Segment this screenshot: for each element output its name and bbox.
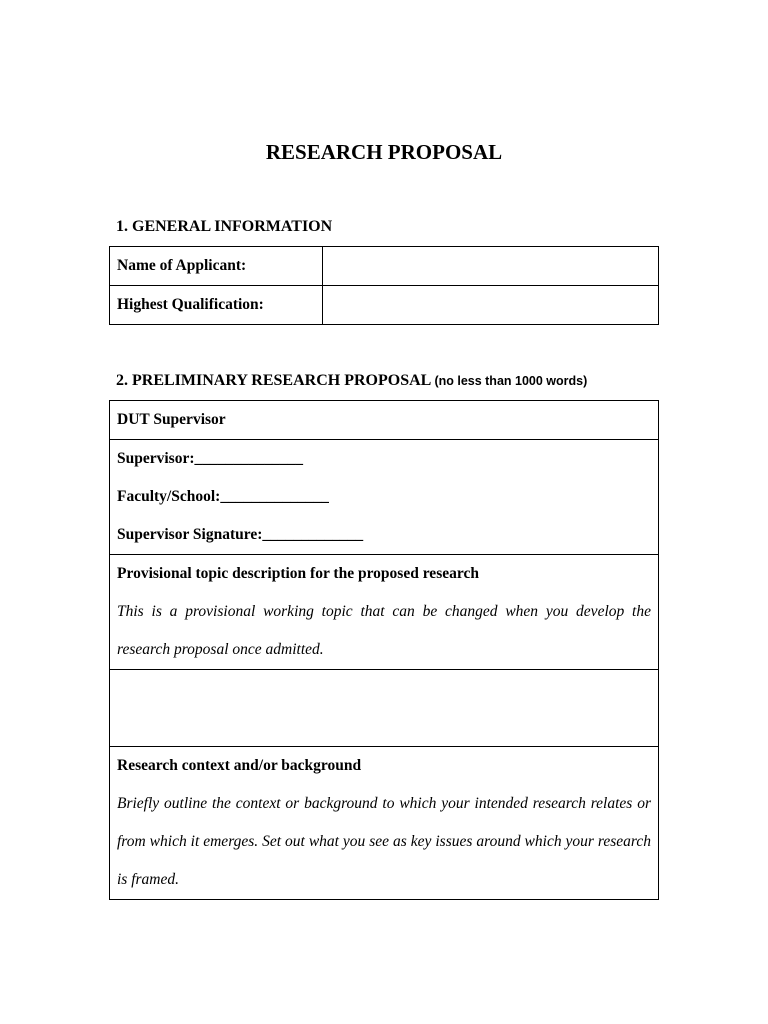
table-row [110, 247, 659, 286]
highest-qualification-label: Highest Qualification: [110, 286, 323, 325]
general-information-table [109, 246, 659, 325]
highest-qualification-field[interactable] [323, 286, 659, 325]
faculty-school-field[interactable]: Faculty/School:______________ [117, 488, 329, 505]
section-2-heading [116, 372, 587, 390]
preliminary-proposal-table [109, 400, 659, 900]
supervisor-field[interactable]: Supervisor:______________ [117, 450, 303, 467]
context-heading: Research context and/or background [117, 757, 362, 774]
context-instructions: Briefly outline the context or background to which your intended research relates or from which it emerges. Set out what you see as key issues around which your research is framed. [117, 795, 651, 888]
name-of-applicant-label: Name of Applicant: [110, 247, 323, 286]
dut-supervisor-heading: DUT Supervisor [117, 411, 226, 428]
section-2-heading-text: 2. PRELIMINARY RESEARCH PROPOSAL [116, 372, 431, 389]
table-row [110, 440, 659, 555]
dut-supervisor-cell [110, 401, 659, 440]
supervisor-signature-field[interactable]: Supervisor Signature:_____________ [117, 526, 364, 543]
topic-description-cell [110, 555, 659, 670]
page-title: RESEARCH PROPOSAL [265, 140, 503, 164]
research-context-cell [110, 747, 659, 900]
table-row [110, 670, 659, 747]
supervisor-details-cell [110, 440, 659, 555]
topic-heading: Provisional topic description for the proposed research [117, 565, 479, 582]
table-row [110, 555, 659, 670]
word-count-note: (no less than 1000 words) [434, 374, 588, 388]
table-row [110, 747, 659, 900]
topic-instructions: This is a provisional working topic that can be changed when you develop the research proposal once admitted. [117, 603, 651, 658]
topic-answer-field[interactable] [110, 670, 659, 747]
section-1-heading: 1. GENERAL INFORMATION [116, 218, 333, 235]
table-row [110, 401, 659, 440]
name-of-applicant-field[interactable] [323, 247, 659, 286]
table-row [110, 286, 659, 325]
